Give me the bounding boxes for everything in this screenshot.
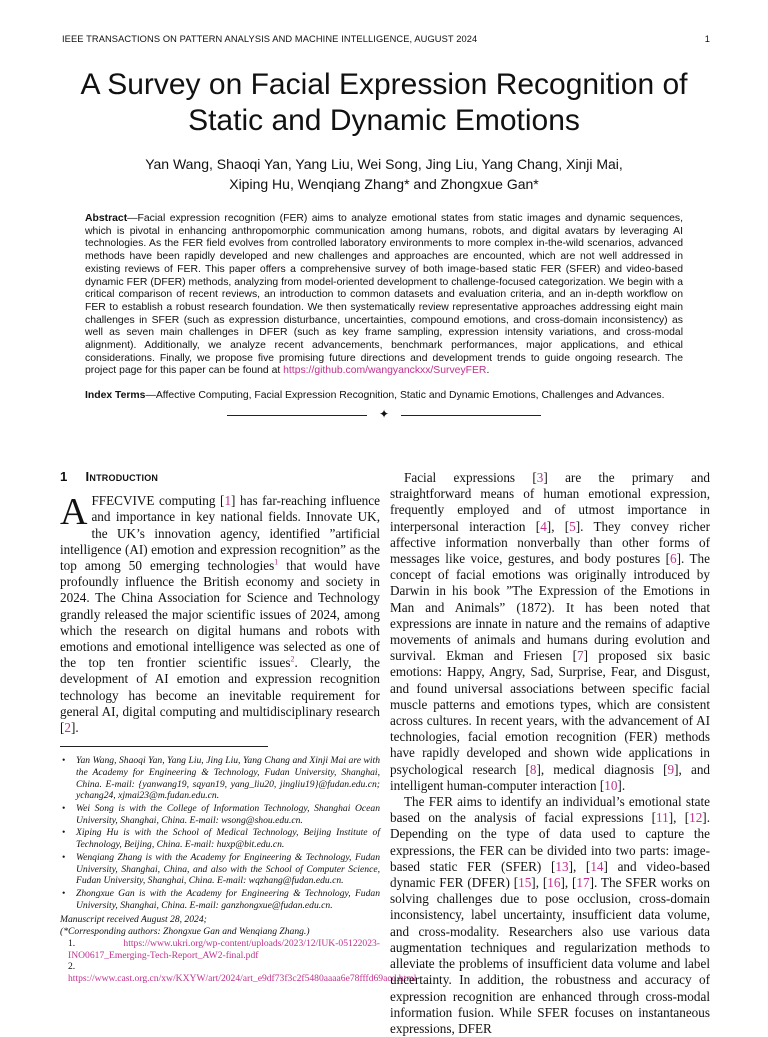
authors-line-1: Yan Wang, Shaoqi Yan, Yang Liu, Wei Song, Jing Liu, Yang Chang, Xinji Mai,: [145, 156, 623, 172]
citation-link[interactable]: 4: [540, 518, 547, 534]
citation-link[interactable]: 12: [689, 810, 703, 826]
author-list: [60, 154, 708, 194]
section-number: 1: [60, 469, 68, 484]
drop-cap: A: [60, 491, 88, 534]
index-terms-text: —Affective Computing, Facial Expression Recognition, Static and Dynamic Emotions, Challenges and Advances.: [145, 390, 665, 401]
right-column: [390, 470, 710, 1037]
citation-link[interactable]: 2: [64, 720, 71, 736]
text-run: ] and video-based dynamic FER (DFER) [: [390, 858, 710, 891]
text-run: The FER aims to identify an individual’s emotional state based on the analysis of facial expressions [: [390, 794, 710, 826]
text-run: ] are the primary and straightforward means of human emotional expression, frequently employed and of utmost importance in interpersonal interaction [: [390, 470, 711, 534]
affiliation-footnotes: [60, 755, 380, 911]
citation-link[interactable]: 1: [224, 493, 232, 509]
affiliation-note: • Yan Wang, Shaoqi Yan, Yang Liu, Jing Liu, Yang Chang and Xinji Mai are with the Academy for Engineering & Technology, Fudan University, Shanghai, China. E-mail: {yanwang19, sqyan19, yang_liu20, jingliu19}@fudan.edu.cn; ychang24, xjmai23@m.fudan.edu.cn.: [60, 755, 380, 802]
section-divider: [227, 409, 541, 421]
manuscript-received: Manuscript received August 28, 2024;: [60, 914, 207, 926]
citation-link[interactable]: 7: [576, 648, 584, 664]
text-run: ], [: [568, 858, 591, 874]
left-column: [60, 465, 417, 985]
citation-link[interactable]: 5: [569, 518, 576, 534]
authors-line-2: Xiping Hu, Wenqiang Zhang* and Zhongxue Gan*: [229, 176, 539, 192]
project-page-link[interactable]: https://github.com/wangyanckxx/SurveyFER: [283, 365, 487, 377]
diamond-ornament-icon: ✦: [378, 407, 390, 421]
citation-link[interactable]: 17: [576, 875, 590, 891]
journal-name: IEEE TRANSACTIONS ON PATTERN ANALYSIS AND MACHINE INTELLIGENCE, AUGUST 2024: [62, 34, 478, 44]
text-run: ].: [617, 777, 626, 793]
citation-link[interactable]: 13: [555, 858, 569, 874]
running-header: [62, 34, 710, 44]
paper-title: [40, 67, 728, 139]
footnote-rule: [60, 746, 268, 747]
abstract-text: —Facial expression recognition (FER) aims to analyze emotional states from static images and dynamic sequences, which is pivotal in enhancing anthropomorphic communication among humans, robots, and digital avatars by leveraging AI technologies. As the FER field evolves from controlled laboratory environments to more complex in-the-wild scenarios, advanced methods have been rapidly developed and new challenges and approaches are encounted, which are not well addressed in existing reviews of FER. This paper offers a comprehensive survey of both image-based static FER (SFER) and video-based dynamic FER (DFER) methods, analyzing from model-oriented development to challenge-focused categorization. We begin with a critical comparison of recent reviews, an introduction to common datasets and evaluation criteria, and an in-depth workflow on FER to establish a robust research foundation. We then systematically review representative approaches addressing eight main challenges in SFER (such as expression disturbance, uncertainties, compound emotions, and cross-domain inconsistency) as well as seven main challenges in DFER (such as key frame sampling, expression intensity variations, and cross-modal alignment). Additionally, we analyze recent advancements, benchmark performances, major applications, and ethical considerations. Finally, we propose five promising future directions and development trends to guide ongoing research. The project page for this paper can be found at: [85, 213, 683, 377]
abstract-label: Abstract: [85, 213, 128, 224]
text-run: FFECVIVE computing [: [91, 493, 225, 509]
url-footnote-link[interactable]: https://www.ukri.org/wp-content/uploads/2023/12/IUK-05122023-INO0617_Emerging-Tech-Report_AW2-final.pdf: [68, 937, 380, 961]
affiliation-note: • Wenqiang Zhang is with the Academy for Engineering & Technology, Fudan University, Shanghai, China, and also with the School of Computer Science, Fudan University, Shanghai, China. E-mail: wqzhang@fudan.edu.cn.: [60, 852, 380, 887]
text-run: ], medical diagnosis [: [536, 761, 668, 777]
text-run: ], [: [668, 810, 690, 826]
divider-line-left: [227, 415, 367, 416]
index-terms: [85, 389, 683, 402]
divider-line-right: [401, 415, 541, 416]
intro-paragraph-1: [60, 493, 380, 736]
text-run: ].: [71, 720, 79, 736]
citation-link[interactable]: 15: [518, 875, 532, 891]
citation-link[interactable]: 16: [547, 875, 561, 891]
affiliation-note: • Zhongxue Gan is with the Academy for Engineering & Technology, Fudan University, Shanghai, China. E-mail: ganzhongxue@fudan.edu.cn.: [60, 888, 380, 911]
index-terms-label: Index Terms: [85, 390, 146, 401]
citation-link[interactable]: 10: [604, 777, 618, 793]
text-run: ], [: [531, 875, 548, 891]
title-line-1: A Survey on Facial Expression Recognition of: [80, 68, 688, 101]
url-footnote-link[interactable]: https://www.cast.org.cn/xw/KXYW/art/2024/art_e9df73f3c2f5480aaaa6e78fffd69acd.html: [68, 972, 417, 984]
title-line-2: Static and Dynamic Emotions: [188, 104, 580, 137]
affiliation-note: • Xiping Hu is with the School of Medical Technology, Beijing Institute of Technology, Beijing, China. E-mail: huxp@bit.edu.cn.: [60, 827, 380, 850]
citation-link[interactable]: 3: [536, 470, 544, 485]
text-run: ]. They convey richer affective information nonverbally than other forms of messages like voice, gestures, and body postures [: [390, 518, 710, 567]
url-footnote-2: [60, 961, 417, 984]
url-footnote-1: [60, 938, 380, 961]
url-footnote-number: 2.: [68, 961, 76, 973]
affiliation-note: • Wei Song is with the College of Information Technology, Shanghai Ocean University, Shanghai, China. E-mail: wsong@shou.edu.cn.: [60, 803, 380, 826]
text-run: ]. The SFER works on solving challenges due to pose occlusion, cross-domain inconsistency, label uncertainty, insufficient data volume, and cross-modality. Researchers also use various data augmentation techniques and regularization methods to alleviate the problems of insufficient data volume and label uncertainty. In addition, the robustness and accuracy of expression recognition are enhanced through cross-modal information fusion. While SFER focuses on instantaneous expressions, DFER: [390, 875, 710, 1036]
citation-link[interactable]: 6: [669, 551, 677, 567]
intro-paragraph-3: [390, 794, 710, 1037]
text-run: that would have profoundly influence the British economy and society in 2024. The China Association for Science and Technology grandly released the major scientific issues of 2024, among which the research on digital humans and robots with emotions and emotional intelligence was selected as one of the top ten frontier scientific issues: [60, 558, 380, 671]
section-heading: [60, 469, 380, 485]
corresponding-authors: (*Corresponding authors: Zhongxue Gan and Wenqiang Zhang.): [60, 926, 310, 938]
text-run: ]. The concept of facial emotions was originally introduced by Darwin in his book ”The Expression of the Emotions in Man and Animals” (1872). It has been noted that expressions are innate in nature and the remains of adaptive movements of animals and humans during evolution and survival. Ekman and Friesen [: [390, 551, 710, 664]
abstract-end: .: [486, 365, 490, 377]
citation-link[interactable]: 11: [656, 810, 669, 826]
citation-link[interactable]: 9: [667, 761, 675, 777]
text-run: ], [: [560, 875, 577, 891]
page-number: 1: [704, 34, 710, 44]
text-run: ] proposed six basic emotions: Happy, Angry, Sad, Surprise, Fear, and Disgust, and found universal associations between specific facial muscle patterns and emotions types, which are consistent across cultures. In recent years, with the advancement of AI technologies, facial emotion recognition (FER) methods have rapidly developed and shown wide applications in psychological research [: [390, 648, 710, 777]
citation-link[interactable]: 14: [590, 858, 604, 874]
intro-paragraph-2: [390, 470, 710, 794]
citation-link[interactable]: 8: [529, 761, 537, 777]
text-run: . Clearly, the development of AI emotion and expression recognition technology has become an inevitable requirement for general AI, digital computing and multidisciplinary research [: [60, 655, 380, 736]
text-run: ]. Depending on the type of data used to capture the expressions, the FER can be divided into two parts: image-based static FER (SFER) [: [390, 810, 710, 874]
footnote-marker[interactable]: 2: [290, 654, 295, 664]
text-run: ], [: [546, 518, 570, 534]
url-footnote-number: 1.: [68, 937, 76, 949]
text-run: Facial expressions [: [404, 470, 537, 485]
text-run: ] has far-reaching influence and importance in key national fields. Innovate UK, the UK’s innovation agency, identified ”artificial intelligence (AI) emotion and expression recognition” as the top among 50 emerging technologies: [60, 493, 380, 574]
abstract: [85, 213, 683, 378]
text-run: ], and intelligent human-computer interaction [: [390, 761, 711, 793]
footnote-marker[interactable]: 1: [274, 557, 279, 567]
section-title: Introduction: [85, 469, 159, 484]
